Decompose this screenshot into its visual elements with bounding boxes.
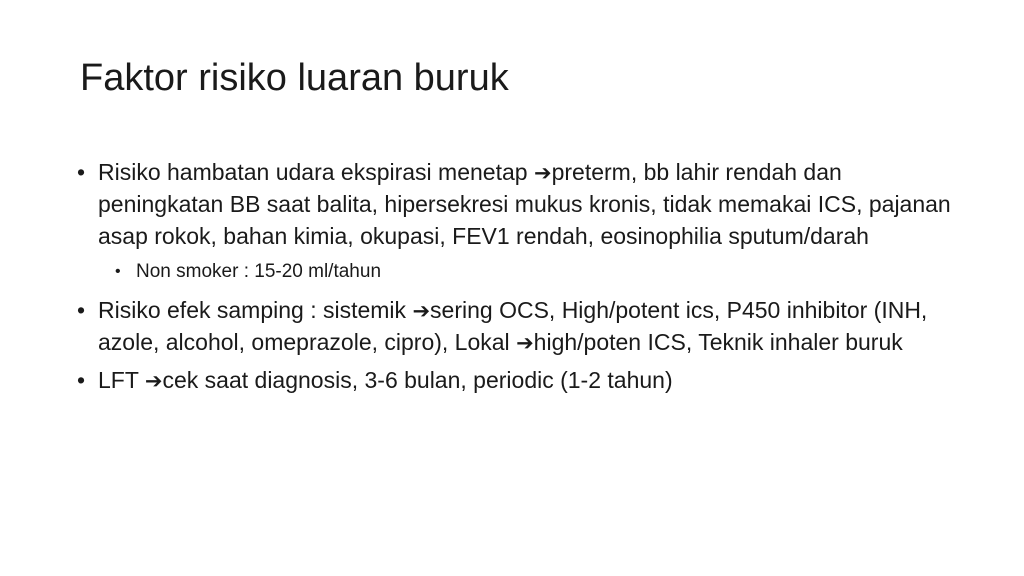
- sub-bullet-item: [70, 258, 960, 286]
- bullet-1-text-post: preterm, bb lahir rendah dan peningkatan BB saat balita, hipersekresi mukus kronis, tidak memakai ICS, pajanan asap rokok, bahan kimia, okupasi, FEV1 rendah, eosinophilia sputum/darah: [98, 159, 951, 249]
- bullet-2-text-post: high/poten ICS, Teknik inhaler buruk: [533, 329, 903, 355]
- bullet-3-text-pre: LFT: [98, 367, 145, 393]
- bullet-dot: •: [77, 159, 86, 185]
- bullet-dot: •: [77, 367, 86, 393]
- bullet-3-text-post: cek saat diagnosis, 3-6 bulan, periodic (1-2 tahun): [162, 367, 673, 393]
- bullet-2-text-pre: Risiko efek samping : sistemik: [98, 297, 413, 323]
- bullet-item-2: [70, 294, 960, 358]
- sub-bullet-dot: •: [115, 263, 121, 280]
- bullet-dot: •: [77, 297, 86, 323]
- arrow-right-icon: ➔: [144, 369, 163, 393]
- bullet-item-1: [70, 156, 960, 252]
- arrow-right-icon: ➔: [533, 161, 552, 185]
- arrow-right-icon: ➔: [412, 299, 431, 323]
- bullet-2-text-mid: sering OCS, High/potent ics, P450 inhibitor (INH, azole, alcohol, omeprazole, cipro), Lokal: [98, 297, 928, 355]
- slide-title: Faktor risiko luaran buruk: [80, 57, 509, 99]
- bullet-item-3: [70, 364, 960, 396]
- bullet-1-text-pre: Risiko hambatan udara ekspirasi menetap: [98, 159, 534, 185]
- bullet-list: [70, 156, 960, 402]
- sub-bullet-text: Non smoker : 15-20 ml/tahun: [136, 261, 382, 282]
- arrow-right-icon: ➔: [516, 331, 534, 355]
